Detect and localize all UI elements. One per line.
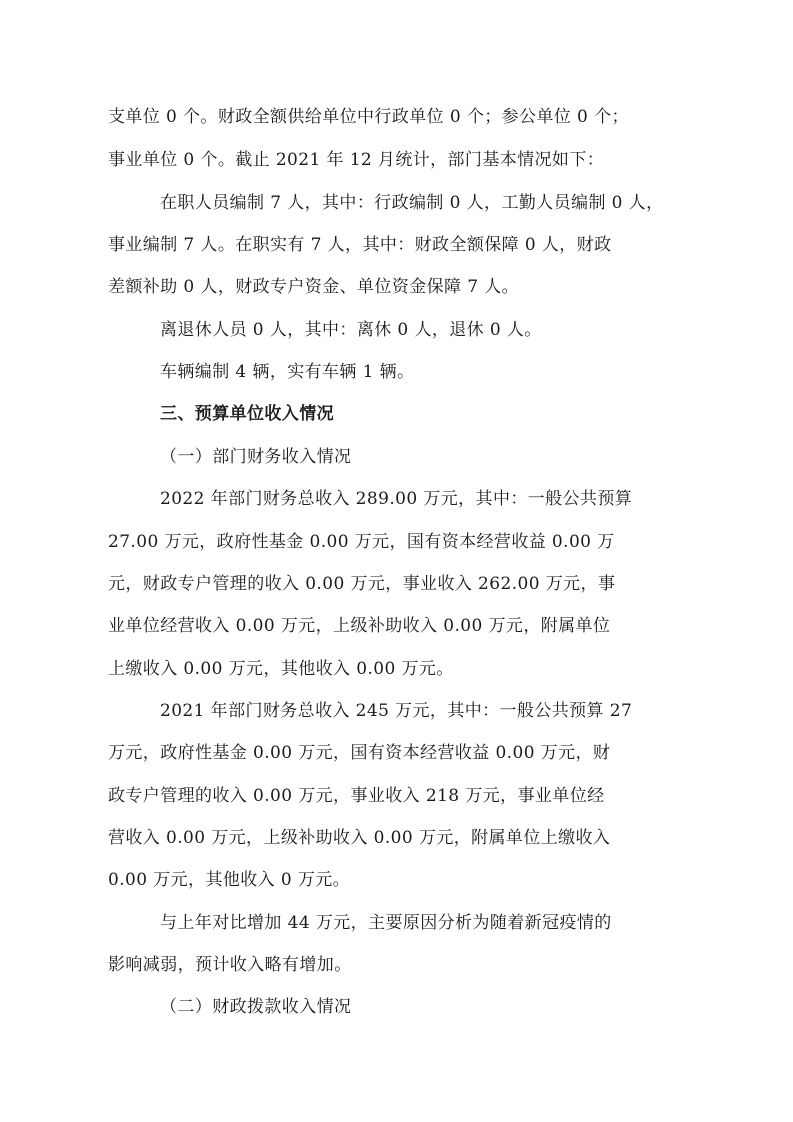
body-text-line: 与上年对比增加 44 万元，主要原因分析为随着新冠疫情的 (160, 913, 612, 933)
body-text-line: 上缴收入 0.00 万元，其他收入 0.00 万元。 (108, 659, 454, 679)
body-text-line: 政专户管理的收入 0.00 万元，事业收入 218 万元，事业单位经 (108, 786, 605, 806)
body-text-line: 0.00 万元，其他收入 0 万元。 (108, 870, 351, 890)
body-text-line: 万元，政府性基金 0.00 万元，国有资本经营收益 0.00 万元，财 (108, 743, 611, 763)
body-text-line: 业单位经营收入 0.00 万元，上级补助收入 0.00 万元，附属单位 (108, 616, 611, 636)
subsection-heading: （二）财政拨款收入情况 (160, 997, 352, 1017)
body-text-line: 离退休人员 0 人，其中：离休 0 人，退休 0 人。 (160, 320, 542, 340)
body-text-line: 2021 年部门财务总收入 245 万元，其中：一般公共预算 27 (160, 701, 633, 721)
section-heading: 三、预算单位收入情况 (160, 404, 334, 424)
body-text-line: 2022 年部门财务总收入 289.00 万元，其中：一般公共预算 (160, 489, 633, 509)
body-text-line: 27.00 万元，政府性基金 0.00 万元，国有资本经营收益 0.00 万 (108, 532, 615, 552)
body-text-line: 事业编制 7 人。在职实有 7 人，其中：财政全额保障 0 人，财政 (108, 235, 612, 255)
body-text-line: 车辆编制 4 辆，实有车辆 1 辆。 (160, 362, 415, 382)
body-text-line: 营收入 0.00 万元，上级补助收入 0.00 万元，附属单位上缴收入 (108, 828, 611, 848)
body-text-line: 在职人员编制 7 人，其中：行政编制 0 人，工勤人员编制 0 人， (160, 193, 664, 213)
body-text-line: 元，财政专户管理的收入 0.00 万元，事业收入 262.00 万元，事 (108, 574, 616, 594)
subsection-heading: （一）部门财务收入情况 (160, 447, 352, 467)
body-text-line: 影响减弱，预计收入略有增加。 (108, 955, 352, 975)
body-text-line: 支单位 0 个。财政全额供给单位中行政单位 0 个；参公单位 0 个； (108, 107, 629, 127)
body-text-line: 差额补助 0 人，财政专户资金、单位资金保障 7 人。 (108, 277, 520, 297)
body-text-line: 事业单位 0 个。截止 2021 年 12 月统计，部门基本情况如下： (108, 150, 605, 170)
